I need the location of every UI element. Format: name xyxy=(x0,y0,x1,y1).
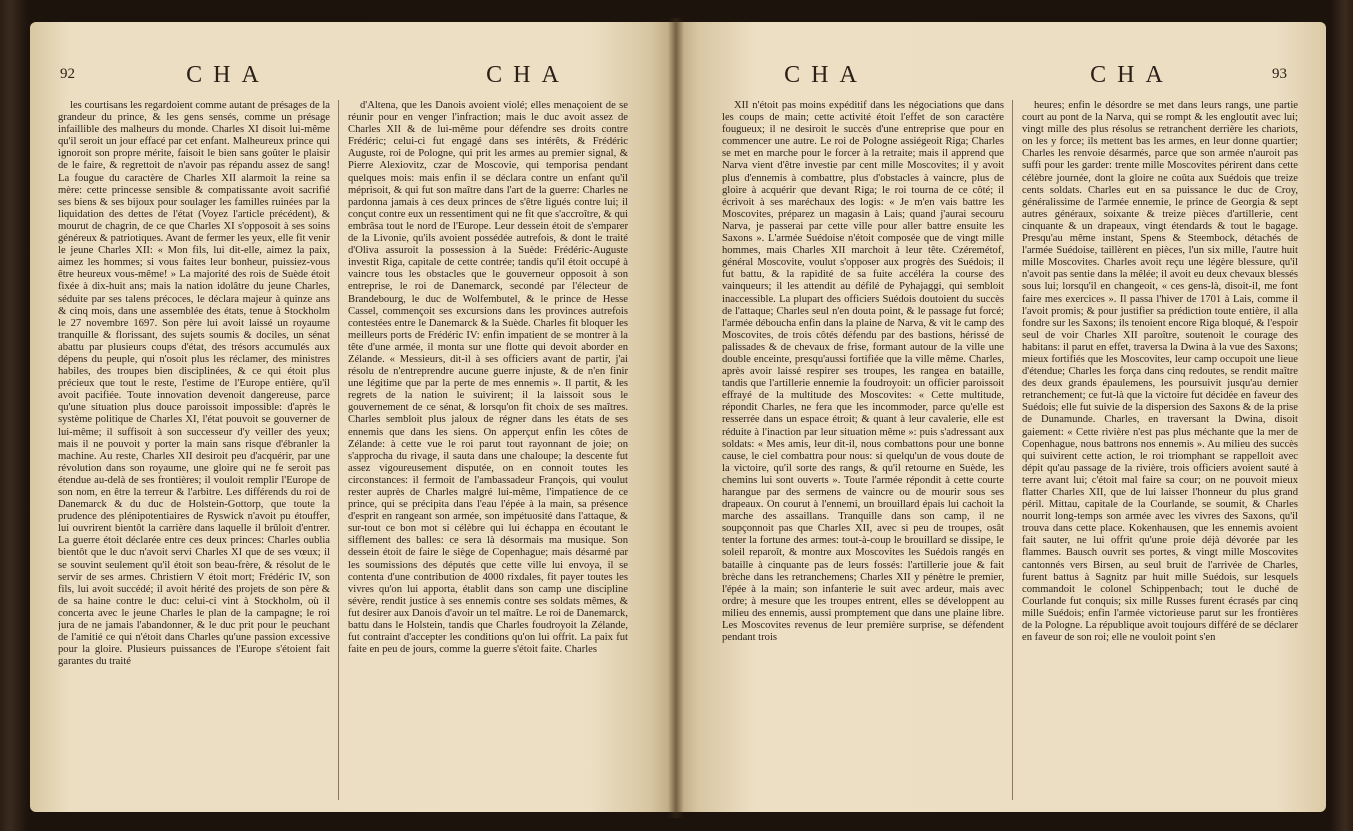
running-head-left: CHA xyxy=(784,62,868,88)
text-column xyxy=(722,100,1004,812)
text-column xyxy=(1022,100,1298,812)
column-text: heures; enfin le désordre se met dans leurs rangs, une partie court au pont de la Narva, qui se rompt & les engloutit avec lui; vingt mille des plus résolus se retranchent derrière les chariots, on les y force; ils mettent bas les armes, en leur donne quartier; Charles les renvoie désarmés, parce que son armée n'auroit pas suffi pour les garder: trente mille Moscovites périrent dans cette célèbre journée, dont la gloire ne coûta aux Suédois que treize cents soldats. Charles eut en sa puissance le duc de Croy, généralissime de l'armée ennemie, le prince de Georgia & sept autres généraux, soixante & treize pièces d'artillerie, cent cinquante & un drapeaux, vingt étendards & tout le bagage. Presqu'au même instant, Spens & Steembock, détachés de l'armée Suédoise, taillèrent en pièces, l'un six mille, l'autre huit mille Moscovites. Charles avoit reçu une légère blessure, qu'il n'avoit pas sentie dans la mêlée; il avoit eu deux chevaux blessés sous lui; lorsqu'il en changeoit, « ces gens-là, disoit-il, me font faire mes exercices ». Il passa l'hiver de 1701 à Lais, comme il l'avoit promis; & pour justifier sa prédiction toute entière, il alla fondre sur les Saxons; ils tenoient encore Riga bloqué, & l'espoir seul de voir Charles XII paroître, soutenoit le courage des habitans: il parut en effet, traversa la Dwina à la vue des Saxons; mieux fortifiés que les Moscovites, leur camp occupoit une lieue d'étendue; Charles les força dans cinq redoutes, se rendit maître des deux grands épaulemens, les poursuivit jusqu'au dernier retranchement; ce fut-là que la victoire fut décidée en faveur des Suédois; elle fut suivie de la dispersion des Saxons & de la prise de Dunamunde. Charles, en traversant la Dwina, disoit gaiement: « Cette rivière n'est pas plus méchante que la mer de Copenhague, nous battrons nos ennemis ». Au milieu des succès qui suivirent cette action, le roi triomphant se rappelloit avec dépit qu'au passage de la rivière, trois officiers avoient sauté à terre avant lui; c'étoit mal faire sa cour; on ne pouvoit mieux flatter Charles XII, que de lui laisser l'honneur du plus grand péril. Mittau, capitale de la Courlande, se soumit, & Charles nourrit long-temps son armée avec les vivres des Saxons, qu'il trouva dans cette place. Kokenhausen, que les ennemis avoient fait sauter, ne lui offrit qu'une proie déjà dévorée par les flammes. Bausch ouvrit ses portes, & vingt mille Moscovites cantonnés vers Birsen, au seul bruit de l'arrivée de Charles, furent battus à Sagnitz par huit mille Suédois, sur lesquels commandoit le colonel Schippenbach; tout le duché de Courlande fut conquis; six mille Russes furent écrasés par cinq mille Suédois; enfin l'armée victorieuse parut sur les frontières de la Pologne. La république avoit toujours différé de se déclarer en faveur de son roi; elle ne vouloit point s'en xyxy=(1022,100,1298,644)
column-divider xyxy=(338,100,339,800)
right-page xyxy=(676,22,1326,812)
left-page-header xyxy=(30,62,676,92)
left-page xyxy=(30,22,676,812)
book-gutter xyxy=(668,18,684,818)
text-column xyxy=(58,100,330,812)
column-text: les courtisans les regardoient comme autant de présages de la grandeur du prince, & les gens sensés, comme un présage infaillible des malheurs du monde. Charles XI disoit lui-même qu'il seroit un jour effacé par cet enfant. Malheureux prince qui ignoroit son propre mérite, faisoit le bien sans goûter le plaisir de le faire, & regrettoit de n'avoir pas répandu assez de sang! La fougue du caractère de Charles XII alarmoit la reine sa mère: cette princesse sensible & compatissante avoit sacrifié ses biens & ses bijoux pour soulager les familles ruinées par la liquidation des dettes de l'état (Voyez l'article précédent), & mourut de chagrin, de ce que Charles XI s'opposoit à ses soins généreux & patriotiques. Avant de fermer les yeux, elle fit venir le jeune Charles XII: « Mon fils, lui dit-elle, aimez la paix, aimez les hommes; si vous faites leur bonheur, puissiez-vous être heureux vous-même! » La majorité des rois de Suède étoit fixée à dix-huit ans; mais la nation idolâtre du jeune Charles, séduite par ses talens précoces, le déclara majeur à quinze ans & cinq mois, dans une assemblée des états, tenue à Stockholm le 27 novembre 1697. Son père lui avoit laissé un royaume tranquille & florissant, des sujets soumis & dociles, un sénat abattu par plusieurs coups d'état, des trésors accumulés aux dépens du peuple, qui n'osoit plus les réclamer, des ministres habiles, des troupes bien disciplinées, & ce qui étoit plus précieux que tout le reste, l'estime de l'Europe entière, qu'il avoit pacifiée. Toute innovation devenoit dangereuse, parce qu'une situation plus douce paroissoit impossible: d'après le système politique de Charles XI, l'état pouvoit se gouverner de lui-même; il suffisoit à son successeur d'y veiller des yeux; mais il ne pouvoit y porter la main sans risque d'ébranler la machine. Au reste, Charles XII desiroit peu d'acquérir, par une révolution dans son royaume, une gloire qui ne fe seroit pas étendue au-delà de ses frontières; il vouloit remplir l'Europe de son nom, en être la terreur & l'arbitre. Les différends du roi de Danemarck & du duc de Holstein-Gottorp, que toute la prudence des plénipotentiaires de Ryswick n'avoit pu étouffer, lui ouvrirent bientôt la carrière dans laquelle il brûloit d'entrer. La guerre étoit déclarée entre ces deux princes: Charles oublia bientôt que le duc n'avoit servi Charles XI que de ses vœux; il se souvint seulement qu'il étoit son beau-frère, & résolut de le servir de ses armes. Christiern V étoit mort; Frédéric IV, son fils, lui avoit succédé; il avoit hérité des projets de son père & de sa haine contre le duc: celui-ci vint à Stockholm, où il concerta avec le jeune Charles le plan de la campagne; le roi jura de ne jamais l'abandonner, & le duc prit pour le peuchant de l'amitié ce qui n'étoit dans Charles qu'une passion excessive pour la gloire. Plusieurs puissances de l'Europe s'étoient fait garantes du traité xyxy=(58,100,330,668)
page-number: 93 xyxy=(1272,66,1287,82)
column-text: d'Altena, que les Danois avoient violé; elles menaçoient de se réunir pour en venger l'infraction; mais le duc avoit assez de Charles XII & de lui-même pour défendre ses droits contre Frédéric; celui-ci fut engagé dans ses intérêts, & Frédéric Auguste, roi de Pologne, qui prit les armes au premier signal, & Pierre Alexiovitz, czar de Moscovie, qui temporisa pendant quelques mois: mais enfin il se déclara contre un enfant qu'il méprisoit, & qui fut son maître dans l'art de la guerre: Charles ne pardonna jamais à ces deux princes de s'être ligués contre lui; il conçut contre eux un ressentiment qui ne fit que s'accroître, & qui embrâsa tout le nord de l'Europe. Leur dessein étoit de s'emparer de la Livonie, qu'ils avoient possédée autrefois, & dont le traité d'Oliva assuroit la possession à la Suède: Frédéric-Auguste investit Riga, capitale de cette contrée; tandis qu'il étoit occupé à vaincre tous les obstacles que le gouverneur opposoit à son entreprise, le roi de Danemarck, secondé par l'électeur de Brandebourg, le duc de Wolfembutel, & le prince de Hesse Cassel, commençoit ses excursions dans les provinces autrefois contestées entre le Danemarck & la Suède. Charles fit bloquer les meilleurs ports de Frédéric IV: enfin impatient de se montrer à la tête d'une armée, il monta sur une flotte qui devoit aborder en Zélande. « Messieurs, dit-il à ses officiers avant de partir, j'ai résolu de n'entreprendre aucune guerre injuste, & de n'en finir une légitime que par la perte de mes ennemis ». Il partit, & les regrets de la nation le suivirent; il la laissoit sous le gouvernement de ce sénat, & lorsqu'on fit choix de ses maîtres. Charles sembloit plus jaloux de régner dans les états de ses ennemis que dans les siens. On apperçut enfin les côtes de Zélande: à cette vue le roi parut tout rayonnant de joie; on s'approcha du rivage, il sauta dans une chaloupe; la descente fut assez vigoureusement disputée, on en connoit toutes les circonstances: il fermoit de l'ambassadeur François, qui voulut rester auprès de Charles malgré lui-même, l'impatience de ce prince, qui se précipita dans l'eau l'épée à la main, sa présence d'esprit en rangeant son armée, son impétuosité dans l'attaque, & sur-tout ce bon mot si célèbre qui lui échappa en écoutant le sifflement des balles: ce sera là désormais ma musique. Son dessein étoit de faire le siège de Copenhague; mais désarmé par les soumissions des députés que cette ville lui envoya, il se contenta d'une contribution de 4000 rixdales, fit payer toutes les vivres qu'on lui apporta, établit dans son camp une discipline sévère, rendit justice à ses ennemis contre ses soldats mêmes, & fut desirer aux Danois d'avoir un tel maître. Le roi de Danemarck, battu dans le Holstein, tandis que Charles foudroyoit la Zélande, fut contraint d'accepter les conditions qu'on lui offrit. La paix fut faite en peu de jours, comme la guerre s'étoit faite. Charles xyxy=(348,100,628,656)
running-head-left: CHA xyxy=(186,62,270,88)
right-page-header xyxy=(676,62,1326,92)
page-number: 92 xyxy=(60,66,75,82)
column-text: XII n'étoit pas moins expéditif dans les négociations que dans les coups de main; cette activité étoit l'effet de son caractère fougueux; il ne desiroit le succès d'une entreprise que pour en commencer une autre. Le roi de Pologne assiégeoit Riga; Charles se met en marche pour le forcer à la retraite; mais il apprend que Narva vient d'être investie par cent mille Moscovites; il y avoit plus d'ennemis à combattre, plus d'obstacles à vaincre, plus de gloire à acquérir que devant Riga; le roi tourna de ce côté; il écrivoit à ses maréchaux des logis: « Je m'en vais battre les Moscovites, préparez un magasin à Lais; quand j'aurai secouru Narva, je passerai par cette ville pour aller battre ensuite les Saxons ». L'armée Suédoise n'étoit composée que de vingt mille hommes, mais Charles XII marchoit à leur tête. Czéremétof, général Moscovite, voulut s'opposer aux progrès des Suédois; il fut battu, & la rapidité de sa fuite accéléra la course des vainqueurs; il les attendit au défilé de Pyhajaggi, qui sembloit inaccessible. La plupart des officiers Suédois doutoient du succès de l'attaque; Charles seul n'en douta point, & le passage fut forcé; l'armée déboucha enfin dans la plaine de Narva, & vit le camp des Moscovites, de trois côtés défendu par des bastions, hérissé de palissades & de chevaux de frise, formant autour de la ville une double enceinte, presqu'aussi fortifiée que la ville même. Charles, après avoir laissé respirer ses troupes, les rangea en bataille, tandis que l'artillerie ennemie la foudroyoit: un officier paroissoit effrayé de la multitude des Moscovites: « Cette multitude, répondit Charles, ne fera que les incommoder, parce qu'elle est resserrée dans un espace étroit; & quant à leur cavalerie, elle est réduite à l'inaction par leur situation même »: puis s'adressant aux soldats: « Mes amis, leur dit-il, nous combattons pour une bonne cause, le ciel combattra pour nous: si quelqu'un de vous doute de la victoire, qu'il sorte des rangs, & qu'il retourne en Suède, les chemins lui sont ouverts ». Toute l'armée répondit à cette courte harangue par des sermens de vaincre ou de mourir sous ses drapeaux. On courut à l'ennemi, un brouillard épais lui cachoit la marche des assaillans. Tranquille dans son camp, il ne soupçonnoit pas que Charles XII, avec si peu de troupes, osât tenter la fortune des armes: tout-à-coup le brouillard se dissipe, le soleil reparoît, & montre aux Moscovites les Suédois rangés en bataille à cinquante pas de leurs fossés: l'artillerie joue & fait brèche dans les retranchemens; Charles XII y pénètre le premier, l'épée à la main; son infanterie le suit avec ardeur, mais avec ordre; à mesure que les troupes entrent, elles se développent au milieu des ennemis, aussi promptement que dans une plaine libre. Les Moscovites revenus de leur première surprise, se défendent pendant trois xyxy=(722,100,1004,644)
column-divider xyxy=(1012,100,1013,800)
text-column xyxy=(348,100,628,812)
running-head-right: CHA xyxy=(1090,62,1174,88)
running-head-right: CHA xyxy=(486,62,570,88)
